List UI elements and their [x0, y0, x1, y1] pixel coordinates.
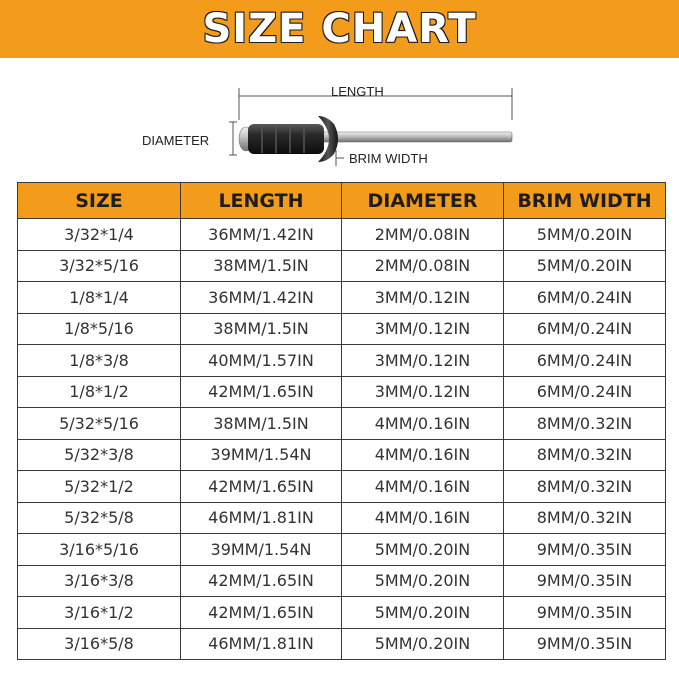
title-banner [0, 0, 679, 58]
table-row [18, 376, 666, 408]
cell-diameter: 3MM/0.12IN [342, 345, 504, 377]
cell-length: 38MM/1.5IN [181, 250, 342, 282]
cell-brim-width: 9MM/0.35IN [504, 597, 666, 629]
rivet-diagram [0, 58, 679, 178]
cell-brim-width: 6MM/0.24IN [504, 282, 666, 314]
table-row [18, 439, 666, 471]
cell-size: 1/8*5/16 [18, 313, 181, 345]
cell-length: 42MM/1.65IN [181, 376, 342, 408]
table-row [18, 534, 666, 566]
cell-size: 5/32*5/8 [18, 502, 181, 534]
cell-size: 3/16*5/16 [18, 534, 181, 566]
cell-length: 42MM/1.65IN [181, 597, 342, 629]
column-header-length: LENGTH [181, 183, 342, 219]
cell-length: 39MM/1.54N [181, 534, 342, 566]
cell-size: 5/32*5/16 [18, 408, 181, 440]
table-row [18, 565, 666, 597]
cell-length: 36MM/1.42IN [181, 282, 342, 314]
cell-length: 42MM/1.65IN [181, 471, 342, 503]
column-header-brim-width: BRIM WIDTH [504, 183, 666, 219]
cell-diameter: 2MM/0.08IN [342, 250, 504, 282]
cell-length: 39MM/1.54N [181, 439, 342, 471]
rivet-illustration [0, 58, 679, 178]
cell-brim-width: 9MM/0.35IN [504, 534, 666, 566]
table-row [18, 408, 666, 440]
table-row [18, 345, 666, 377]
cell-diameter: 3MM/0.12IN [342, 376, 504, 408]
cell-diameter: 4MM/0.16IN [342, 471, 504, 503]
cell-size: 1/8*3/8 [18, 345, 181, 377]
brim-width-label: BRIM WIDTH [349, 151, 428, 166]
table-header-row [18, 183, 666, 219]
table-row [18, 282, 666, 314]
cell-brim-width: 6MM/0.24IN [504, 376, 666, 408]
cell-brim-width: 8MM/0.32IN [504, 502, 666, 534]
cell-brim-width: 6MM/0.24IN [504, 345, 666, 377]
cell-length: 46MM/1.81IN [181, 502, 342, 534]
cell-diameter: 5MM/0.20IN [342, 628, 504, 660]
table-row [18, 502, 666, 534]
size-table [17, 182, 666, 660]
cell-length: 42MM/1.65IN [181, 565, 342, 597]
cell-diameter: 3MM/0.12IN [342, 313, 504, 345]
table-row [18, 597, 666, 629]
cell-size: 5/32*1/2 [18, 471, 181, 503]
page-title: SIZE CHART [202, 6, 477, 52]
cell-diameter: 4MM/0.16IN [342, 439, 504, 471]
cell-size: 3/32*5/16 [18, 250, 181, 282]
table-row [18, 250, 666, 282]
cell-brim-width: 9MM/0.35IN [504, 628, 666, 660]
cell-length: 46MM/1.81IN [181, 628, 342, 660]
column-header-diameter: DIAMETER [342, 183, 504, 219]
table-row [18, 628, 666, 660]
cell-length: 38MM/1.5IN [181, 313, 342, 345]
table-row [18, 471, 666, 503]
cell-diameter: 2MM/0.08IN [342, 219, 504, 251]
length-label: LENGTH [331, 84, 384, 99]
cell-size: 5/32*3/8 [18, 439, 181, 471]
cell-diameter: 4MM/0.16IN [342, 408, 504, 440]
cell-brim-width: 6MM/0.24IN [504, 313, 666, 345]
cell-size: 1/8*1/4 [18, 282, 181, 314]
table-row [18, 313, 666, 345]
cell-diameter: 3MM/0.12IN [342, 282, 504, 314]
cell-size: 3/16*3/8 [18, 565, 181, 597]
cell-diameter: 5MM/0.20IN [342, 597, 504, 629]
cell-size: 3/16*5/8 [18, 628, 181, 660]
cell-brim-width: 8MM/0.32IN [504, 408, 666, 440]
cell-diameter: 5MM/0.20IN [342, 534, 504, 566]
cell-brim-width: 8MM/0.32IN [504, 471, 666, 503]
diameter-label: DIAMETER [142, 133, 210, 148]
cell-size: 1/8*1/2 [18, 376, 181, 408]
cell-brim-width: 5MM/0.20IN [504, 219, 666, 251]
cell-size: 3/16*1/2 [18, 597, 181, 629]
cell-diameter: 4MM/0.16IN [342, 502, 504, 534]
cell-brim-width: 9MM/0.35IN [504, 565, 666, 597]
cell-length: 36MM/1.42IN [181, 219, 342, 251]
cell-length: 40MM/1.57IN [181, 345, 342, 377]
cell-size: 3/32*1/4 [18, 219, 181, 251]
cell-length: 38MM/1.5IN [181, 408, 342, 440]
cell-brim-width: 5MM/0.20IN [504, 250, 666, 282]
cell-diameter: 5MM/0.20IN [342, 565, 504, 597]
cell-brim-width: 8MM/0.32IN [504, 439, 666, 471]
column-header-size: SIZE [18, 183, 181, 219]
table-row [18, 219, 666, 251]
